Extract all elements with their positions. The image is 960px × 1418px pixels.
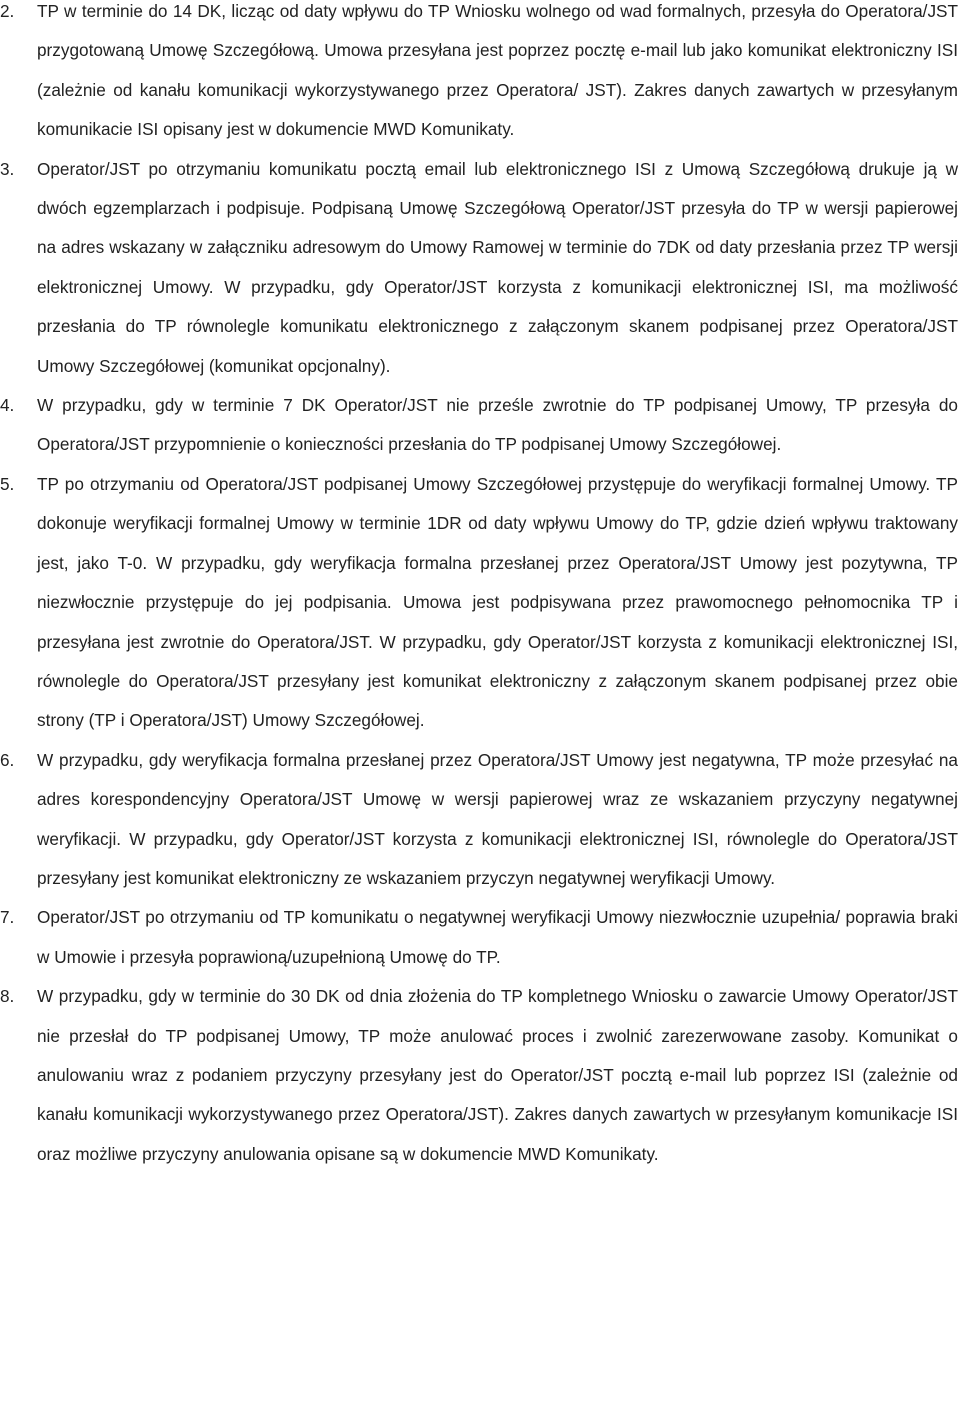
list-item [0,465,960,741]
item-number: 8. [0,986,15,1007]
item-text: Operator/JST po otrzymaniu od TP komunikatu o negatywnej weryfikacji Umowy niezwłocznie uzupełnia/ poprawia braki w Umowie i przesyła poprawioną/uzupełnioną Umowę do TP. [37,907,958,967]
list-item [0,150,960,386]
item-number: 4. [0,395,15,416]
item-text: TP po otrzymaniu od Operatora/JST podpisanej Umowy Szczegółowej przystępuje do weryfikacji formalnej Umowy. TP dokonuje weryfikacji formalnej Umowy w terminie 1DR od daty wpływu Umowy do TP, gdzie dzień wpływu traktowany jest, jako T-0. W przypadku, gdy weryfikacja formalna przesłanej przez Operatora/JST Umowy jest pozytywna, TP niezwłocznie przystępuje do jej podpisania. Umowa jest podpisywana przez prawomocnego pełnomocnika TP i przesyłana jest zwrotnie do Operatora/JST. W przypadku, gdy Operator/JST korzysta z komunikacji elektronicznej ISI, równolegle do Operatora/JST przesyłany jest komunikat elektroniczny z załączonym skanem podpisanej przez obie strony (TP i Operatora/JST) Umowy Szczegółowej. [37,473,958,731]
item-text: Operator/JST po otrzymaniu komunikatu pocztą email lub elektronicznego ISI z Umową Szczegółową drukuje ją w dwóch egzemplarzach i podpisuje. Podpisaną Umowę Szczegółową Operator/JST przesyła do TP w wersji papierowej na adres wskazany w załączniku adresowym do Umowy Ramowej w terminie do 7DK od daty przesłania przez TP wersji elektronicznej Umowy. W przypadku, gdy Operator/JST korzysta z komunikacji elektronicznej ISI, ma możliwość przesłania do TP równolegle komunikatu elektronicznego z załączonym skanem podpisanej przez Operatora/JST Umowy Szczegółowej (komunikat opcjonalny). [37,158,958,376]
list-item [0,898,960,977]
item-number: 6. [0,749,15,770]
list-item [0,741,960,899]
item-number: 3. [0,158,15,179]
list-item [0,977,960,1174]
item-number: 2. [0,1,15,21]
item-text: W przypadku, gdy weryfikacja formalna przesłanej przez Operatora/JST Umowy jest negatywna, TP może przesyłać na adres korespondencyjny Operatora/JST Umowę w wersji papierowej wraz ze wskazaniem przyczyny negatywnej weryfikacji. W przypadku, gdy Operator/JST korzysta z komunikacji elektronicznej ISI, równolegle do Operatora/JST przesyłany jest komunikat elektroniczny ze wskazaniem przyczyn negatywnej weryfikacji Umowy. [37,749,958,888]
list-item [0,386,960,465]
item-text: W przypadku, gdy w terminie 7 DK Operator/JST nie prześle zwrotnie do TP podpisanej Umowy, TP przesyła do Operatora/JST przypomnienie o konieczności przesłania do TP podpisanej Umowy Szczegółowej. [37,395,958,455]
item-text: W przypadku, gdy w terminie do 30 DK od dnia złożenia do TP kompletnego Wniosku o zawarcie Umowy Operator/JST nie przesłał do TP podpisanej Umowy, TP może anulować proces i zwolnić zarezerwowane zasoby. Komunikat o anulowaniu wraz z podaniem przyczyny przesyłany jest do Operator/JST pocztą e-mail lub poprzez ISI (zależnie od kanału komunikacji wykorzystywanego przez Operatora/JST). Zakres danych zawartych w przesyłanym komunikacje ISI oraz możliwe przyczyny anulowania opisane są w dokumencie MWD Komunikaty. [37,986,958,1164]
item-number: 5. [0,473,15,494]
item-number: 7. [0,907,15,928]
item-text: TP w terminie do 14 DK, licząc od daty wpływu do TP Wniosku wolnego od wad formalnych, przesyła do Operatora/JST przygotowaną Umowę Szczegółową. Umowa przesyłana jest poprzez pocztę e-mail lub jako komunikat elektroniczny ISI (zależnie od kanału komunikacji wykorzystywanego przez Operatora/ JST). Zakres danych zawartych w przesyłanym komunikacie ISI opisany jest w dokumencie MWD Komunikaty. [37,1,958,140]
list-item [0,0,960,150]
